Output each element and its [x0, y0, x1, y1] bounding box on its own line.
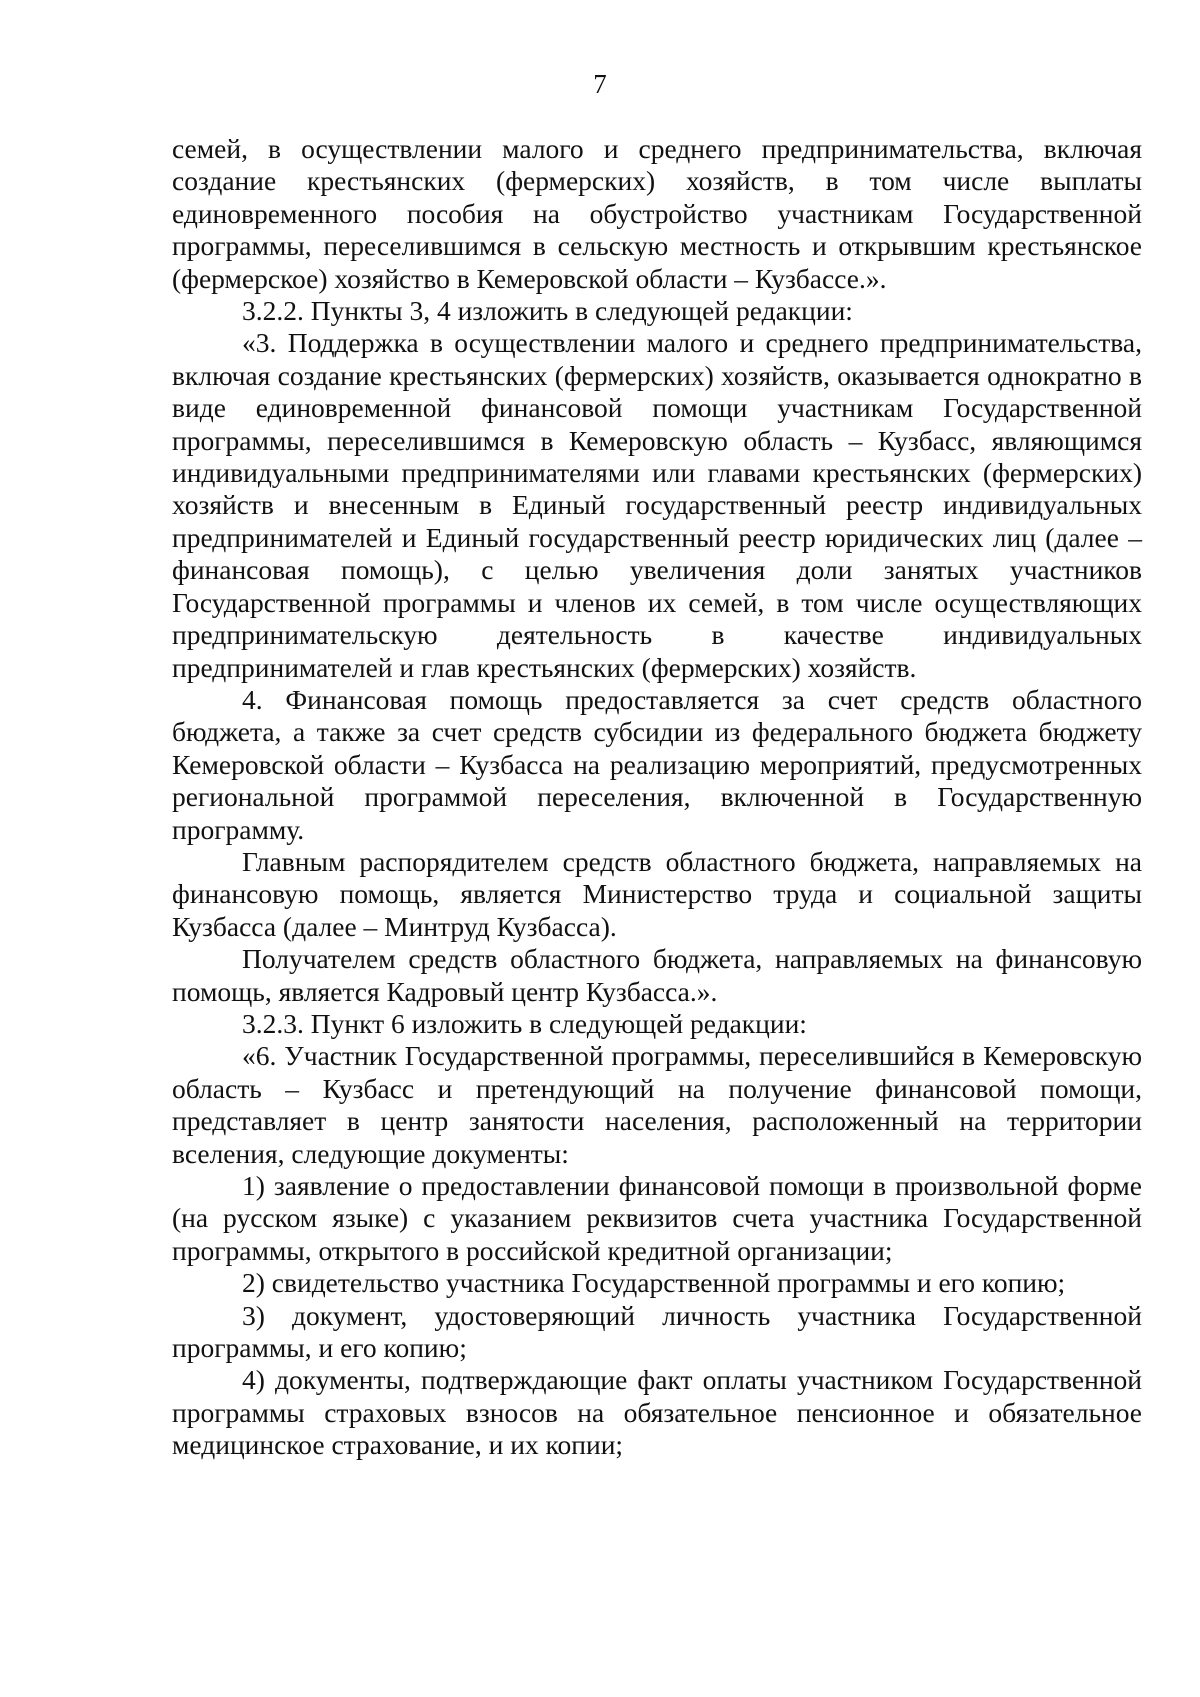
- paragraph: 3.2.2. Пункты 3, 4 изложить в следующей редакции:: [242, 295, 853, 327]
- paragraph: 3.2.3. Пункт 6 изложить в следующей редакции:: [242, 1007, 807, 1039]
- paragraph: Главным распорядителем средств областного бюджета, направляемых на финансовую помощь, является Министерство труда и социальной защиты Кузбасса (далее – Минтруд Кузбасса).: [172, 845, 1142, 942]
- paragraph: 1) заявление о предоставлении финансовой помощи в произвольной форме (на русском языке) с указанием реквизитов счета участника Государственной программы, открытого в российской кредитной организации;: [172, 1170, 1142, 1266]
- paragraph: 3) документ, удостоверяющий личность участника Государственной программы, и его копию;: [172, 1299, 1142, 1364]
- paragraph: 4) документы, подтверждающие факт оплаты участником Государственной программы страховых взносов на обязательное пенсионное и обязательное медицинское страхование, и их копии;: [172, 1364, 1142, 1461]
- paragraph: 4. Финансовая помощь предоставляется за счет средств областного бюджета, а также за счет средств субсидии из федерального бюджета бюджету Кемеровской области – Кузбасса на реализацию мероприятий, предусмотренных региональной программой переселения, включенной в Государственную программу.: [172, 683, 1142, 845]
- paragraph: 2) свидетельство участника Государственной программы и его копию;: [242, 1267, 1066, 1299]
- paragraph: «6. Участник Государственной программы, переселившийся в Кемеровскую область – Кузбасс и претендующий на получение финансовой помощи, представляет в центр занятости населения, расположенный на территории вселения, следующие документы:: [172, 1040, 1142, 1169]
- document-body: [172, 133, 1142, 1462]
- paragraph: Получателем средств областного бюджета, направляемых на финансовую помощь, является Кадровый центр Кузбасса.».: [172, 943, 1142, 1007]
- paragraph: «3. Поддержка в осуществлении малого и среднего предпринимательства, включая создание крестьянских (фермерских) хозяйств, оказывается однократно в виде единовременной финансовой помощи участникам Государственной программы, переселившимся в Кемеровскую область – Кузбасс, являющимся индивидуальными предпринимателями или главами крестьянских (фермерских) хозяйств и внесенным в Единый государственный реестр индивидуальных предпринимателей и Единый государственный реестр юридических лиц (далее – финансовая помощь), с целью увеличения доли занятых участников Государственной программы и членов их семей, в том числе осуществляющих предпринимательскую деятельность в качестве индивидуальных предпринимателей и глав крестьянских (фермерских) хозяйств.: [172, 327, 1142, 683]
- page-number: 7: [593, 69, 607, 99]
- paragraph: семей, в осуществлении малого и среднего предпринимательства, включая создание крестьянских (фермерских) хозяйств, в том числе выплаты единовременного пособия на обустройство участникам Государственной программы, переселившимся в сельскую местность и открывшим крестьянское (фермерское) хозяйство в Кемеровской области – Кузбассе.».: [172, 133, 1142, 294]
